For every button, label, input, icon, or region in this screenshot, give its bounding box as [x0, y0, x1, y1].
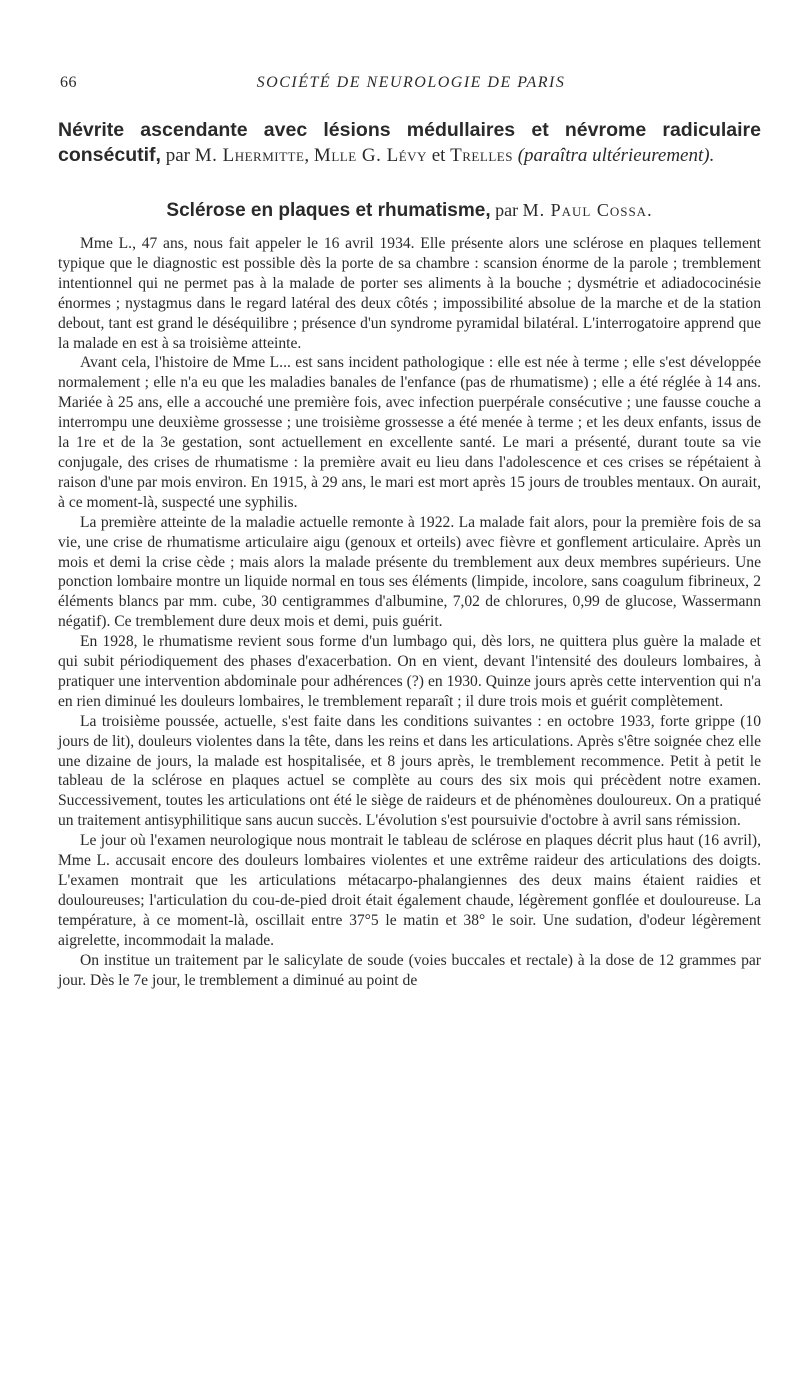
- author-levy: Mlle G. Lévy: [313, 145, 427, 166]
- and-label: et: [426, 145, 451, 166]
- paragraph: La première atteinte de la maladie actuelle remonte à 1922. La malade fait alors, pour la première fois de sa vie, une crise de rhumatisme articulaire aigu (genoux et orteils) avec fièvre et gonflement articulaire. Après un mois et demi la crise cède ; mais alors la malade présente du tremblement aux deux membres supérieurs. Une ponction lombaire montre un liquide normal en tous ses éléments (limpide, incolore, sans coagulum fibrineux, 2 éléments blancs par mm. cube, 30 centigrammes d'albumine, 7,02 de chlorures, 0,99 de glucose, Wassermann négatif). Ce tremblement dure deux mois et demi, puis guérit.: [58, 513, 761, 631]
- paragraph: La troisième poussée, actuelle, s'est faite dans les conditions suivantes : en octobre 1933, forte grippe (10 jours de lit), douleurs violentes dans la tête, dans les reins et dans les articulations. Après s'être soignée chez elle une dizaine de jours, la malade est hospitalisée, et 8 jours après, le tremblement recommence. Petit à petit le tableau de la sclérose en plaques actuel se complète au cours des six mois qui précèdent notre examen. Successivement, toutes les articulations ont été le siège de raideurs et de phénomènes douloureux. On a pratiqué un traitement antisyphilitique sans aucun succès. L'évolution s'est poursuivie d'octobre à avril sans rémission.: [58, 712, 761, 830]
- paragraph: Le jour où l'examen neurologique nous montrait le tableau de sclérose en plaques décrit plus haut (16 avril), Mme L. accusait encore des douleurs lombaires violentes et une extrême raideur des articulations des doigts. L'examen montrait que les articulations métacarpo-phalangiennes des deux mains étaient raidies et douloureuses; l'articulation du cou-de-pied droit était également chaude, légèrement gonflée et douloureuse. La température, à ce moment-là, oscillait entre 37°5 le matin et 38° le soir. Une sudation, d'odeur légèrement aigrelette, incommodait la malade.: [58, 832, 761, 949]
- paragraph: En 1928, le rhumatisme revient sous forme d'un lumbago qui, dès lors, ne quittera plus guère la malade et qui subit périodiquement des phases d'exacerbation. On en vient, devant l'intensité des douleurs lombaires, à pratiquer une intervention abdominale pour adhérences (?) en 1930. Quinze jours après cette intervention qui n'a en rien diminué les douleurs lombaires, le tremblement reparaît ; il dure trois mois et guérit complètement.: [58, 633, 761, 710]
- article-title-bold: Névrite ascendante avec lésions médullaires et névrome radiculaire consécutif,: [58, 119, 761, 166]
- author-cossa: M. Paul Cossa.: [522, 200, 653, 220]
- page-content: [58, 118, 761, 990]
- article-title-sclerose: [58, 200, 761, 222]
- publication-note: (paraîtra ultérieurement).: [517, 145, 715, 166]
- page-header: [60, 74, 762, 96]
- paragraph: On institue un traitement par le salicylate de soude (voies buccales et rectale) à la dose de 12 grammes par jour. Dès le 7e jour, le tremblement a diminué au point de: [58, 951, 761, 989]
- paragraph: Mme L., 47 ans, nous fait appeler le 16 avril 1934. Elle présente alors une sclérose en plaques tellement typique que le diagnostic est possible dès la porte de sa chambre : scansion énorme de la parole ; tremblement intentionnel qui ne permet pas à la malade de porter ses aliments à la bouche ; dysmétrie et adiadococinésie énormes ; nystagmus dans le regard latéral des deux côtés ; impossibilité absolue de la marche et de la station debout, tant est grand le déséquilibre ; présence d'un syndrome pyramidal bilatéral. L'interrogatoire apprend que la malade en est à sa troisième atteinte.: [58, 235, 761, 352]
- running-head: SOCIÉTÉ DE NEUROLOGIE DE PARIS: [256, 74, 566, 91]
- by-label: par: [160, 145, 195, 166]
- paragraph: Avant cela, l'histoire de Mme L... est sans incident pathologique : elle est née à terme ; elle s'est développée normalement ; elle n'a eu que les maladies banales de l'enfance (pas de rhumatisme) ; elle a été réglée à 14 ans. Mariée à 25 ans, elle a accouché une première fois, avec infection puerpérale consécutive ; une fausse couche a interrompu une deuxième grossesse ; une troisième grossesse a été menée à terme ; et les deux enfants, issus de la 1re et de la 3e gestation, sont actuellement en excellente santé. Le mari a présenté, durant toute sa vie conjugale, des crises de rhumatisme : la première avait eu lieu dans l'adolescence et ces crises se répétaient à raison d'une par mois environ. En 1915, à 29 ans, le mari est mort après 15 jours de troubles mentaux. On aurait, à ce moment-là, suspecté une syphilis.: [58, 354, 761, 511]
- page-number: 66: [60, 74, 77, 91]
- article2-title-bold: Sclérose en plaques et rhumatisme,: [166, 200, 491, 221]
- by-label: par: [490, 200, 523, 220]
- author-lhermitte: M. Lhermitte: [194, 145, 305, 166]
- author-trelles: Trelles: [450, 145, 513, 166]
- separator: ,: [304, 145, 314, 166]
- article-title-neurite: [58, 118, 761, 168]
